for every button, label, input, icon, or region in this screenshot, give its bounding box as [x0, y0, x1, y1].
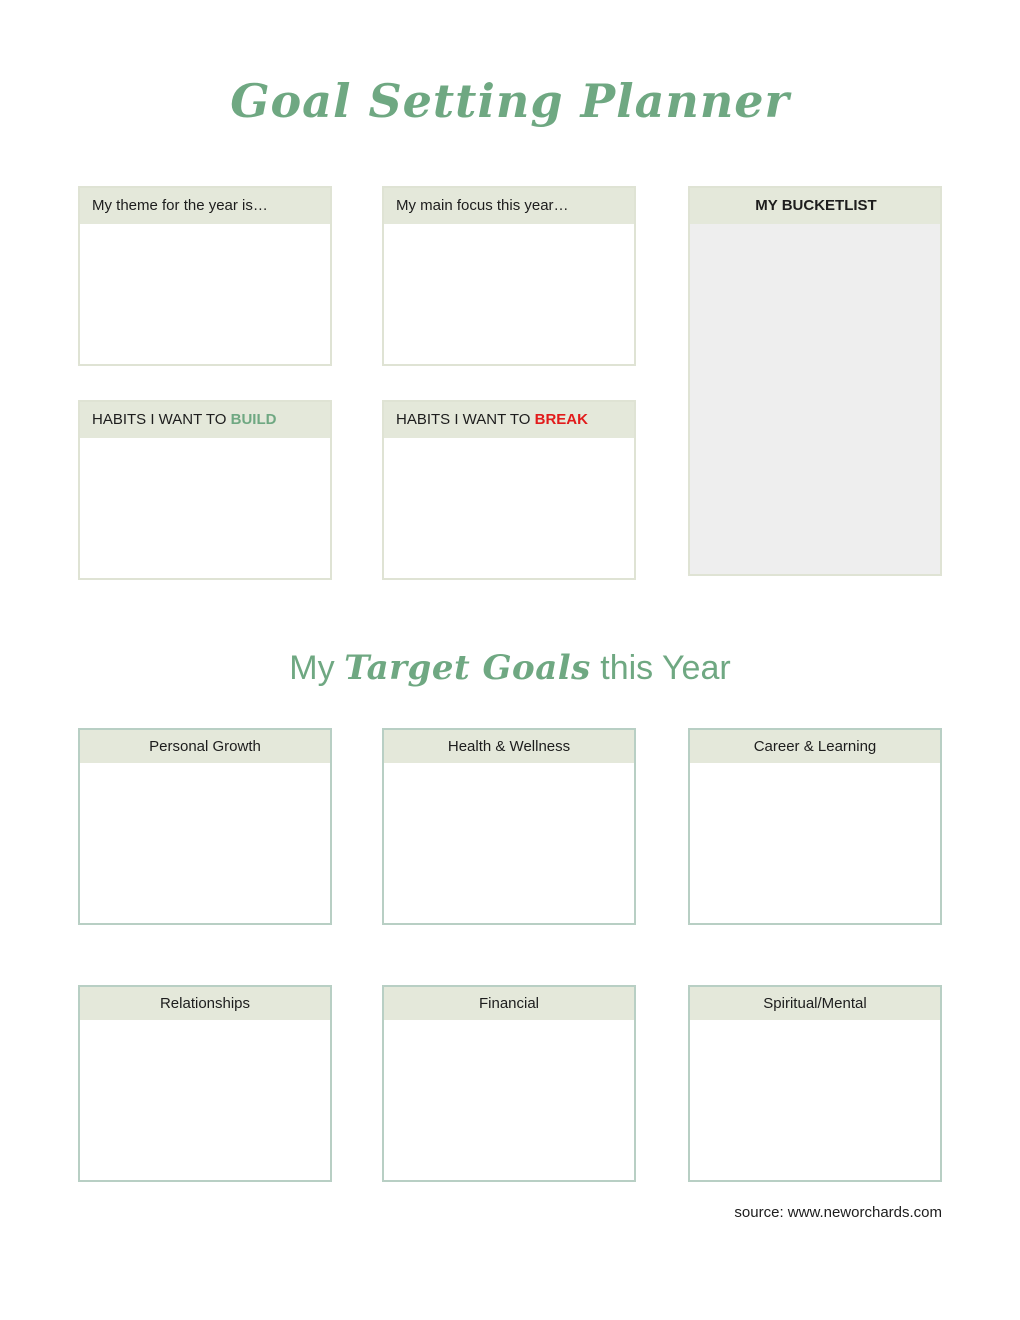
bucketlist-box: [688, 186, 942, 576]
goal-input-area[interactable]: [80, 1020, 330, 1180]
top-column-right: [688, 186, 942, 576]
theme-box: [78, 186, 332, 366]
habits-build-label: [80, 402, 330, 438]
goal-box-personal-growth: [78, 728, 332, 925]
habits-break-label-prefix: HABITS I WANT TO: [396, 411, 535, 428]
goal-input-area[interactable]: [690, 1020, 940, 1180]
goal-box-financial: [382, 985, 636, 1182]
goal-label: Relationships: [80, 987, 330, 1020]
habits-break-input-area[interactable]: [384, 438, 634, 578]
goal-input-area[interactable]: [690, 763, 940, 923]
goal-box-career-learning: [688, 728, 942, 925]
habits-build-label-accent: BUILD: [230, 411, 277, 428]
goal-label: Financial: [384, 987, 634, 1020]
target-goals-heading-fancy: Target Goals: [344, 648, 591, 688]
goal-label: Spiritual/Mental: [690, 987, 940, 1020]
spacer: [382, 366, 636, 400]
target-goals-heading-post: this Year: [590, 649, 731, 687]
goal-box-relationships: [78, 985, 332, 1182]
goal-label: Health & Wellness: [384, 730, 634, 763]
goal-box-health-wellness: [382, 728, 636, 925]
spacer: [78, 366, 332, 400]
top-column-middle: [382, 186, 636, 580]
goal-input-area[interactable]: [80, 763, 330, 923]
goal-input-area[interactable]: [384, 763, 634, 923]
habits-break-label: [384, 402, 634, 438]
habits-build-label-prefix: HABITS I WANT TO: [92, 411, 231, 428]
source-credit: source: www.neworchards.com: [734, 1204, 942, 1221]
target-goals-heading-pre: My: [289, 649, 345, 687]
goal-input-area[interactable]: [384, 1020, 634, 1180]
goal-label: Career & Learning: [690, 730, 940, 763]
habits-build-input-area[interactable]: [80, 438, 330, 578]
page-title: Goal Setting Planner: [230, 74, 790, 128]
habits-break-box: [382, 400, 636, 580]
bucketlist-input-area[interactable]: [690, 224, 940, 574]
focus-box: [382, 186, 636, 366]
habits-build-box: [78, 400, 332, 580]
focus-box-label: My main focus this year…: [384, 188, 634, 224]
habits-break-label-accent: BREAK: [534, 411, 588, 428]
target-goals-heading: [0, 648, 1020, 688]
theme-box-label: My theme for the year is…: [80, 188, 330, 224]
bucketlist-label: MY BUCKETLIST: [690, 188, 940, 224]
goal-box-spiritual-mental: [688, 985, 942, 1182]
goal-label: Personal Growth: [80, 730, 330, 763]
focus-input-area[interactable]: [384, 224, 634, 364]
theme-input-area[interactable]: [80, 224, 330, 364]
top-column-left: [78, 186, 332, 580]
